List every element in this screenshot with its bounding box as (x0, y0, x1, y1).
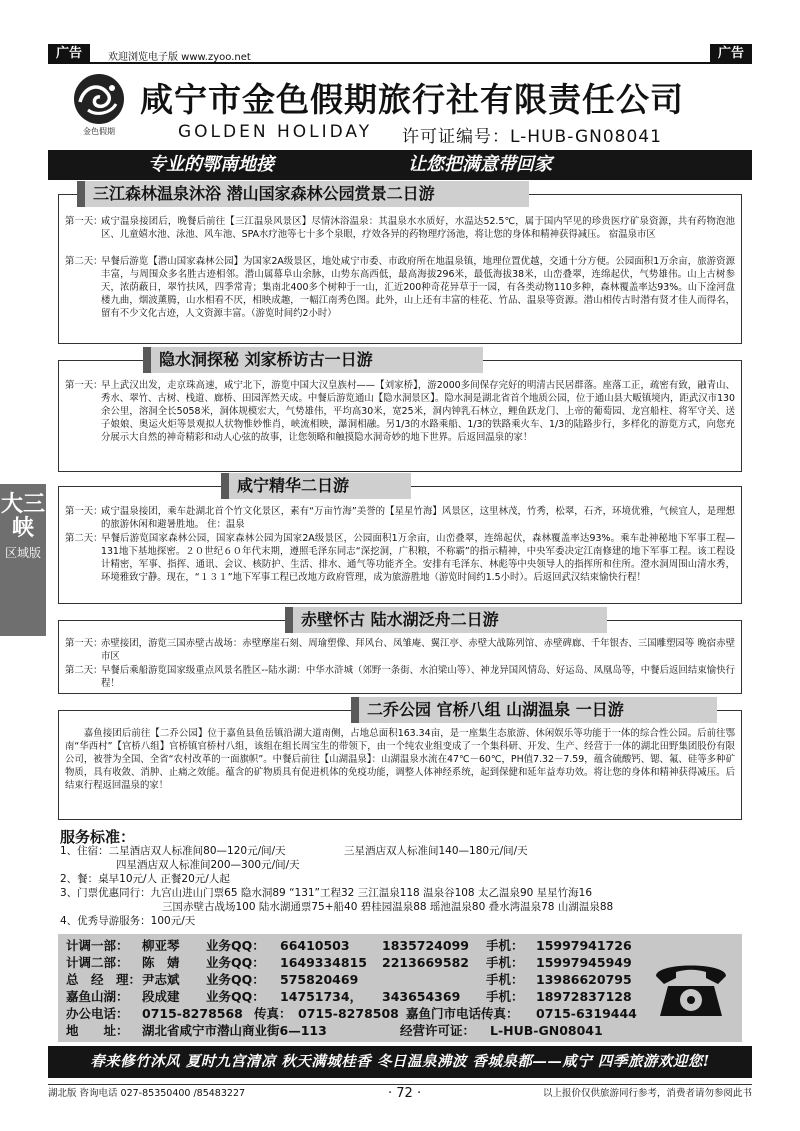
contact-qq-label: 业务QQ： (206, 989, 265, 1004)
contact-role: 嘉鱼山湖： (66, 989, 129, 1004)
contact-phone-label: 手机： (486, 989, 524, 1004)
service-line: 三国赤壁古战场100 陆水湖通票75+船40 碧桂园温泉88 瑶池温泉80 叠水湾温泉78 山湖温泉88 (162, 901, 614, 913)
contact-phone: 13986620795 (536, 972, 632, 987)
license-label: 经营许可证： (400, 1023, 476, 1038)
welcome-text: 欢迎浏览电子版 www.zyoo.net (108, 52, 251, 63)
tour-section-yinshuidong (58, 350, 742, 472)
day-text: 咸宁温泉接团，乘车赴湖北首个竹文化景区，素有“万亩竹海”美誉的【星星竹海】风景区，这里林茂，竹秀，松翠，石齐，环境优雅，气候宜人，是理想的旅游休闲和避暑胜地。 住：温泉 (101, 506, 735, 530)
day-text: 咸宁温泉接团后，晚餐后前往【三江温泉风景区】尽情沐浴温泉：其温泉水水质好，水温达52.5℃，属于国内罕见的珍贵医疗矿泉资源，共有药物泡池区、儿童嬉水池、泳池、风车池、SPA水疗池等七十多个泉眼，疗效各异的药物理疗汤池，将让您的身体和精神获得减压。 宿温泉市区 (101, 216, 735, 240)
service-line: 四星酒店双人标准间200—300元/间/天 (116, 859, 300, 871)
footer (48, 1084, 752, 1102)
office-fax-label: 传真： (254, 1006, 292, 1021)
office-label: 办公电话： (66, 1006, 129, 1021)
contact-phone: 15997941726 (536, 938, 632, 953)
contact-role: 计调二部： (66, 955, 129, 970)
section-title: 咸宁精华二日游 (221, 473, 411, 499)
day-text: 早上武汉出发，走京珠高速，咸宁北下，游览中国大汉皇族村——【刘家桥】，游2000多间保存完好的明清古民居群落。座落工正，疏密有致，融青山、秀水、翠竹、古树、栈道、廊桥、田园浑然天成。中餐后游览通山【隐水洞景区】。隐水洞是湖北省首个地质公园，位于通山县大畈镇境内，距武汉市130余公里，溶洞全长5058米，洞体规模宏大，气势雄伟，平均高30米，宽25米，洞内钟乳石林立，鲤鱼跃龙门、上帝的葡萄园、龙宫船柱、将军守关、送子娘娘、奥运火炬等景观拟人状物惟妙惟肖，峡流相映，瀑洞相融。另1/3的水路乘船、1/3的铁路乘火车、1/3的陆路步行，多样化的游览方式，向您充分展示大自然的神奇精彩和动人心弦的故事，让您领略和触摸隐水洞奇妙的地下世界。后返回温泉的家！ (101, 380, 735, 443)
logo-icon (66, 72, 132, 136)
day-label: 第二天： (65, 533, 103, 544)
tour-section-xianning (58, 476, 742, 604)
tour-section-chibi (58, 610, 742, 694)
section-title: 隐水洞探秘 刘家桥访古一日游 (143, 347, 483, 373)
address-value: 湖北省咸宁市潜山商业街6—113 (142, 1023, 327, 1038)
contact-name: 尹志斌 (142, 972, 180, 987)
jiayu-phone: 0715-6319444 (536, 1006, 637, 1021)
page-number: · 72 · (388, 1086, 422, 1101)
logo-caption: 金色假期 (83, 127, 115, 136)
day-label: 第一天： (65, 638, 103, 649)
contact-qq: 14751734， (280, 989, 363, 1004)
day-text: 早餐后游览国家森林公园，国家森林公园为国家2A级景区，公园面积1万余亩，山峦叠翠，连绵起伏，森林覆盖率达93%。乘车赴神秘地下军事工程—131地下基地探密。２０世纪６０年代末期，遵照毛泽东同志“深挖洞，广积粮，不称霸”的指示精神，中央军委决定江南修建的地下军事工程。该工程设计精密，军事、指挥、通讯、会议、核防护、生活、排水、通气等功能齐全。安排有毛泽东、林彪等中央领导人的指挥所和住所。澄水洞周围山清水秀，环境雅致宁静。现在，“１３１”地下军事工程已改地方政府管理，成为旅游胜地（游览时间约1.5小时）。后返回武汉结束愉快行程！ (101, 533, 735, 583)
footer-contact: 湖北版 咨询电话 027-85350400 /85483227 (48, 1088, 246, 1099)
service-line: 3、门票优惠同行：九宫山进山门票65 隐水洞89 “131”工程32 三江温泉118 温泉谷108 太乙温泉90 星星竹海16 (60, 887, 593, 899)
day-label: 第一天： (65, 380, 103, 391)
contact-qq-label: 业务QQ： (206, 955, 265, 970)
service-line: 2、餐：桌早10元/人 正餐20元/人起 (60, 873, 230, 885)
tour-day (65, 727, 735, 792)
slogan-bar (48, 150, 752, 180)
bottom-slogan: 春来修竹沐风 夏时九宫清凉 秋天满城桂香 冬日温泉沸波 香城泉都——咸宁 四季旅游欢迎您! (48, 1046, 752, 1078)
tour-section-sanjiang (58, 184, 742, 344)
jiayu-label: 嘉鱼门市电话传真： (406, 1006, 519, 1021)
service-line: 4、优秀导游服务：100元/天 (60, 915, 196, 927)
license-value: L-HUB-GN08041 (490, 1023, 603, 1038)
tour-day (65, 664, 735, 690)
contact-qq: 1649334815 (280, 955, 367, 970)
telephone-icon (648, 942, 734, 1028)
side-tab (0, 484, 46, 636)
side-tab-title: 大三峡 (0, 491, 45, 541)
contact-name: 柳亚琴 (142, 938, 180, 953)
day-label: 第二天： (65, 665, 103, 676)
contact-qq-label: 业务QQ： (206, 938, 265, 953)
contact-role: 计调一部： (66, 938, 129, 953)
tour-day (65, 505, 735, 531)
service-line: 三星酒店双人标准间140—180元/间/天 (344, 845, 528, 857)
contact-phone-label: 手机： (486, 972, 524, 987)
slogan-right: 让您把满意带回家 (408, 154, 552, 175)
side-tab-subtitle: 区域版 (4, 546, 41, 560)
contact-box (58, 934, 742, 1042)
day-text: 赤壁接团，游览三国赤壁古战场：赤壁摩崖石刻、周瑜塑像、拜风台、凤雏庵、翼江亭、赤壁大战陈列馆、赤壁碑廊、千年银杏、三国雕塑园等 晚宿赤壁市区 (101, 638, 735, 662)
footer-disclaimer: 以上报价仅供旅游同行参考，消费者请勿参阅此书 (542, 1088, 752, 1099)
day-label: 第一天： (65, 216, 103, 227)
contact-qq: 575820469 (280, 972, 359, 987)
contact-qq: 343654369 (382, 989, 461, 1004)
tour-day (65, 532, 735, 584)
section-title: 赤壁怀古 陆水湖泛舟二日游 (285, 607, 607, 633)
slogan-left: 专业的鄂南地接 (148, 154, 274, 175)
day-text: 嘉鱼接团后前往【二乔公园】位于嘉鱼县鱼岳镇沿湖大道南侧，占地总面积163.34亩，是一座集生态旅游、休闲娱乐等功能于一体的综合性公园。后前往鄂南“华西村”【官桥八组】官桥镇官桥村八组，该组在组长周宝生的带领下，由一个纯农业组变成了一个集科研、开发、生产、经营于一体的湖北田野集团股份有限公司，被誉为全国、全省“农村改革的一面旗帜”。中餐后前往【山湖温泉】：山湖温泉水流在47℃－60℃，PH值7.32－7.59，蕴含硫酸钙、锶、氟、硅等多种矿物质，具有收敛、消肿、止痛之效能。蕴含的矿物质具有促进机体的免疫功能，调整人体神经系统，起到保健和延年益寿功效。将让您的身体和精神获得减压。后结束行程返回温泉的家！ (65, 728, 735, 791)
service-title: 服务标准： (60, 828, 136, 846)
license-number: 许可证编号：L-HUB-GN08041 (402, 127, 662, 147)
section-title: 二乔公园 官桥八组 山湖温泉 一日游 (351, 697, 717, 723)
day-label: 第一天： (65, 506, 103, 517)
contact-phone: 18972837128 (536, 989, 632, 1004)
contact-name: 段成建 (142, 989, 180, 1004)
top-bar (48, 44, 752, 64)
company-english-name: GOLDEN HOLIDAY (178, 122, 373, 142)
tour-day (65, 637, 735, 663)
office-phone: 0715-8278568 (142, 1006, 243, 1021)
day-label: 第二天： (65, 256, 103, 267)
tour-day (65, 215, 735, 241)
contact-qq: 1835724099 (382, 938, 469, 953)
company-logo (66, 72, 132, 136)
day-text: 早餐后乘船游览国家级重点风景名胜区--陆水湖：中华水浒城（郊野一条街、水泊梁山等）、神龙异国风情岛、好运岛、凤凰岛等，中餐后返回结束愉快行程！ (101, 665, 735, 689)
section-title: 三江森林温泉沐浴 潜山国家森林公园赏景二日游 (77, 181, 529, 207)
service-line: 1、住宿：二星酒店双人标准间80—120元/间/天 (60, 845, 286, 857)
contact-phone-label: 手机： (486, 938, 524, 953)
ad-tag-left: 广告 (48, 44, 90, 64)
contact-qq: 66410503 (280, 938, 350, 953)
contact-phone: 15997945949 (536, 955, 632, 970)
day-text: 早餐后游览【潜山国家森林公园】为国家2A级景区，地处咸宁市委、市政府所在地温泉镇，地理位置优越，交通十分方便。公园面积1万余亩，旅游资源丰富，与周围众多名胜古迹相邻。潜山属幕阜山余脉，山势东高西低，最高海拔296米，最低海拔38米，山峦叠翠，连绵起伏，气势雄伟。山上古树参天，浓荫蔽日，翠竹扶风，四季常青；集南北400多个树种于一山，汇近200种奇花异草于一园，有各类动物110多种，森林覆盖率达93%。山下淦河盘楼九曲，烟波薰腾，山水相看不厌，相映成趣，一幅江南秀色图。此外，山上还有丰富的桂花、竹品、温泉等资源。潜山相传古时潜有贤才佳人而得名，留有不少文化古迹，人文资源丰富。（游览时间约2小时） (101, 256, 735, 319)
contact-qq: 2213669582 (382, 955, 469, 970)
contact-phone-label: 手机： (486, 955, 524, 970)
ad-tag-right: 广告 (710, 44, 752, 64)
tour-day (65, 379, 735, 444)
tour-section-erqiao (58, 700, 742, 820)
contact-role: 总 经 理： (66, 972, 142, 987)
contact-name: 陈 婧 (142, 955, 180, 970)
company-name: 咸宁市金色假期旅行社有限责任公司 (140, 80, 684, 119)
office-fax: 0715-8278508 (298, 1006, 399, 1021)
address-label: 地 址： (66, 1023, 129, 1038)
contact-qq-label: 业务QQ： (206, 972, 265, 987)
tour-day (65, 255, 735, 320)
